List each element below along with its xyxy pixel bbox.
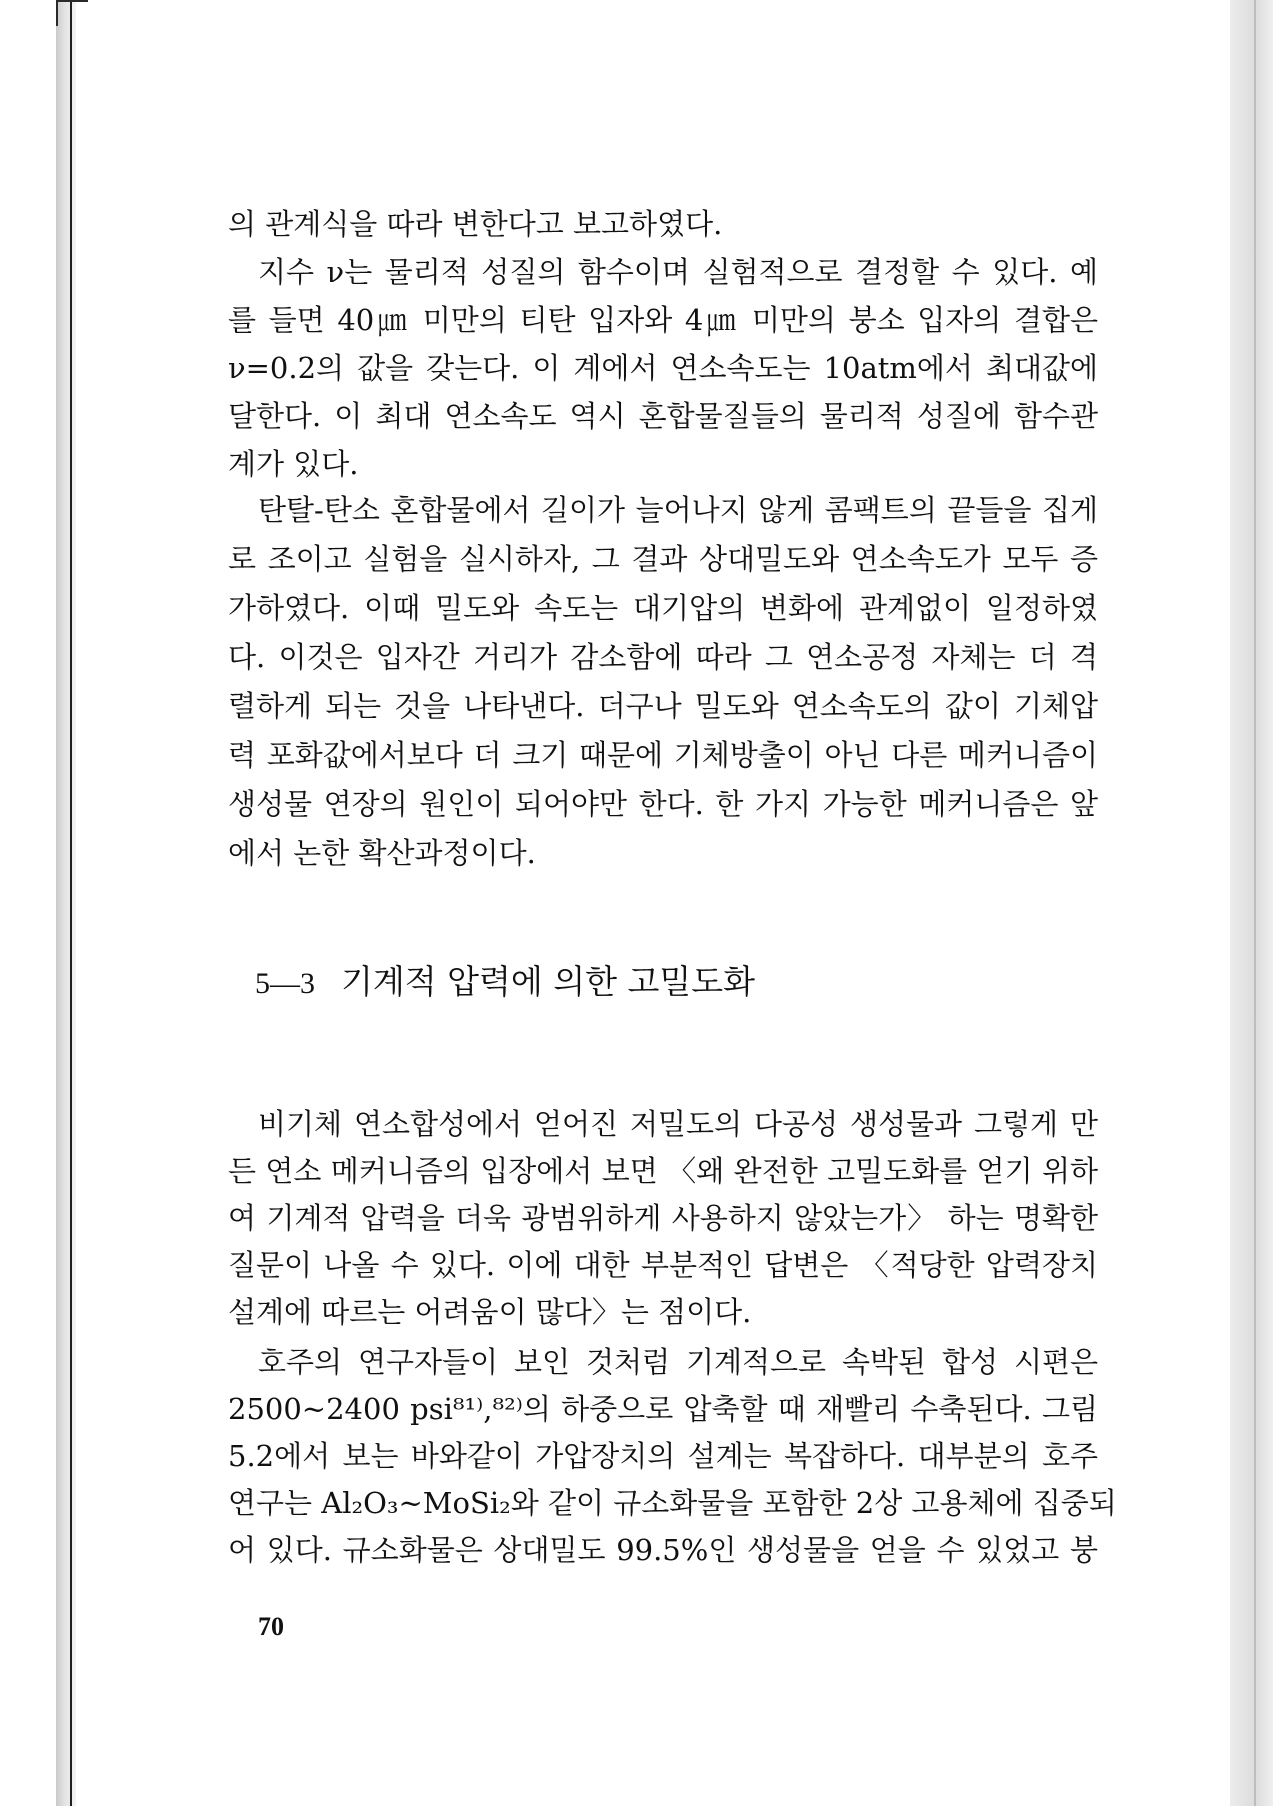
text-line: 2500~2400 psi⁸¹⁾,⁸²⁾의 하중으로 압축할 때 재빨리 수축된다. 그림 bbox=[228, 1392, 1098, 1426]
text-line: 다. 이것은 입자간 거리가 감소함에 따라 그 연소공정 자체는 더 격 bbox=[228, 640, 1098, 674]
text-line: 에서 논한 확산과정이다. bbox=[228, 836, 536, 870]
page-corner bbox=[56, 0, 88, 26]
page-right-border bbox=[1254, 0, 1256, 1806]
text-line: 생성물 연장의 원인이 되어야만 한다. 한 가지 가능한 메커니즘은 앞 bbox=[228, 787, 1098, 821]
text-line: 의 관계식을 따라 변한다고 보고하였다. bbox=[228, 207, 723, 241]
section-heading bbox=[255, 960, 755, 1006]
text-line: 탄탈-탄소 혼합물에서 길이가 늘어나지 않게 콤팩트의 끝들을 집게 bbox=[258, 493, 1098, 527]
text-line: 비기체 연소합성에서 얻어진 저밀도의 다공성 생성물과 그렇게 만 bbox=[258, 1107, 1098, 1141]
text-line: 로 조이고 실험을 실시하자, 그 결과 상대밀도와 연소속도가 모두 증 bbox=[228, 542, 1098, 576]
text-line: 렬하게 되는 것을 나타낸다. 더구나 밀도와 연소속도의 값이 기체압 bbox=[228, 689, 1098, 723]
text-line: 여 기계적 압력을 더욱 광범위하게 사용하지 않았는가〉 하는 명확한 bbox=[228, 1201, 1098, 1235]
page-left-border bbox=[70, 0, 72, 1806]
text-line: 5.2에서 보는 바와같이 가압장치의 설계는 복잡하다. 대부분의 호주 bbox=[228, 1439, 1098, 1473]
text-line: 든 연소 메커니즘의 입장에서 보면 〈왜 완전한 고밀도화를 얻기 위하 bbox=[228, 1154, 1098, 1188]
section-number: 5—3 bbox=[255, 967, 315, 1000]
text-line: 가하였다. 이때 밀도와 속도는 대기압의 변화에 관계없이 일정하였 bbox=[228, 591, 1098, 625]
text-line: 호주의 연구자들이 보인 것처럼 기계적으로 속박된 합성 시편은 bbox=[258, 1345, 1098, 1379]
text-line: 연구는 Al₂O₃~MoSi₂와 같이 규소화물을 포함한 2상 고용체에 집중되 bbox=[228, 1486, 1117, 1520]
text-line: 를 들면 40㎛ 미만의 티탄 입자와 4㎛ 미만의 붕소 입자의 결합은 bbox=[228, 303, 1098, 337]
text-line: 질문이 나올 수 있다. 이에 대한 부분적인 답변은 〈적당한 압력장치 bbox=[228, 1248, 1098, 1282]
text-line: 계가 있다. bbox=[228, 447, 359, 481]
page-number: 70 bbox=[258, 1612, 284, 1641]
text-line: ν=0.2의 값을 갖는다. 이 계에서 연소속도는 10atm에서 최대값에 bbox=[228, 351, 1098, 385]
text-line: 어 있다. 규소화물은 상대밀도 99.5%인 생성물을 얻을 수 있었고 붕 bbox=[228, 1533, 1098, 1567]
text-line: 력 포화값에서보다 더 크기 때문에 기체방출이 아닌 다른 메커니즘이 bbox=[228, 738, 1098, 772]
text-line: 지수 ν는 물리적 성질의 함수이며 실험적으로 결정할 수 있다. 예 bbox=[258, 255, 1098, 289]
text-line: 달한다. 이 최대 연소속도 역시 혼합물질들의 물리적 성질에 함수관 bbox=[228, 399, 1098, 433]
section-title: 기계적 압력에 의한 고밀도화 bbox=[341, 962, 756, 1001]
text-line: 설계에 따르는 어려움이 많다〉는 점이다. bbox=[228, 1295, 752, 1329]
page-binding-shadow bbox=[56, 0, 76, 1806]
page-right-shadow bbox=[1230, 0, 1273, 1806]
